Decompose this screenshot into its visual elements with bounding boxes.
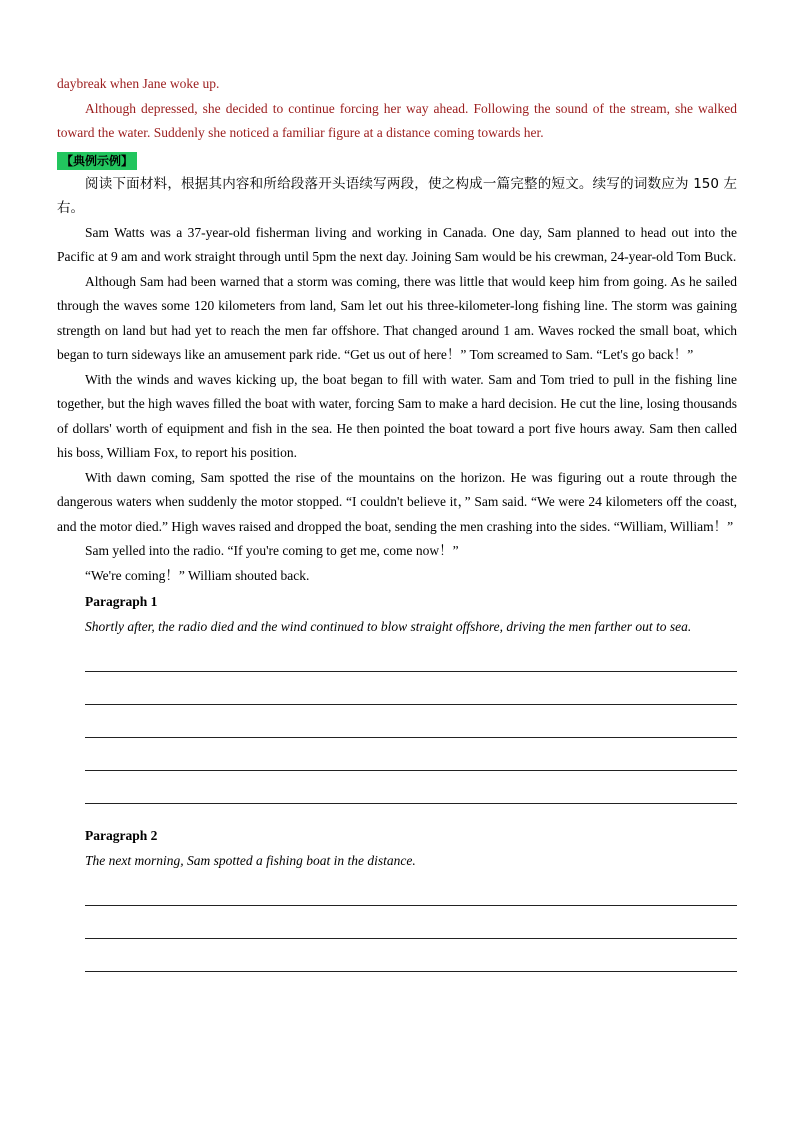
story-paragraph-6: “We're coming！” William shouted back. [85,567,310,583]
story-paragraph-3: With the winds and waves kicking up, the boat began to fill with water. Sam and Tom tried to pull in the fishing line together, but the high waves filled the boat with water, forcing Sam to make a hard decision. He cut the line, losing thousands of dollars' worth of equipment and fish in the sea. He then pointed the boat toward a port five hours away. Sam then called his boss, William Fox, to report his position. [57,371,737,460]
paragraph-2-writing-lines [85,873,737,972]
writing-line [85,939,737,972]
intro-paragraph: Although depressed, she decided to continue forcing her way ahead. Following the sound of the stream, she walked toward the water. Suddenly she noticed a familiar figure at a distance coming towards her. [57,100,737,140]
story-paragraph-5: Sam yelled into the radio. “If you're coming to get me, come now！” [85,543,459,558]
story-paragraph-4: With dawn coming, Sam spotted the rise of the mountains on the horizon. He was figuring out a route through the dangerous waters when suddenly the motor stopped. “I couldn't believe it，” Sam said. “We were 24 kilometers off the coast, and the motor died.” High waves raised and dropped the boat, sending the men crashing into the sides. “William, William！” [57,469,737,534]
section-badge: 【典例示例】 [57,152,137,170]
story-paragraph-2: Although Sam had been warned that a storm was coming, there was little that would keep him from going. As he sailed through the waves some 120 kilometers from land, Sam let out his three-kilometer-long fishing line. The storm was gaining strength on land but had yet to reach the men far offshore. That changed around 1 am. Waves rocked the small boat, which began to turn sideways like an amusement park ride. “Get us out of here！” Tom screamed to Sam. “Let's go back！” [57,273,737,362]
story-paragraph-1: Sam Watts was a 37-year-old fisherman living and working in Canada. One day, Sam planned to head out into the Pacific at 9 am and work straight through until 5pm the next day. Joining Sam would be his crewman, 24-year-old Tom Buck. [57,224,737,264]
paragraph-1-heading: Paragraph 1 [85,594,158,609]
writing-line [85,639,737,672]
paragraph-2-heading: Paragraph 2 [85,828,158,843]
document-page [57,72,737,972]
writing-line [85,672,737,705]
writing-line [85,873,737,906]
paragraph-1-writing-lines [85,639,737,804]
writing-line [85,906,737,939]
instructions: 阅读下面材料，根据其内容和所给段落开头语续写两段，使之构成一篇完整的短文。续写的词数应为 150 左右。 [57,175,737,216]
writing-line [85,738,737,771]
writing-line [85,771,737,804]
paragraph-1-prompt: Shortly after, the radio died and the wind continued to blow straight offshore, driving the men farther out to sea. [85,618,692,634]
paragraph-2-prompt: The next morning, Sam spotted a fishing boat in the distance. [85,852,416,868]
writing-line [85,705,737,738]
intro-line: daybreak when Jane woke up. [57,76,220,91]
